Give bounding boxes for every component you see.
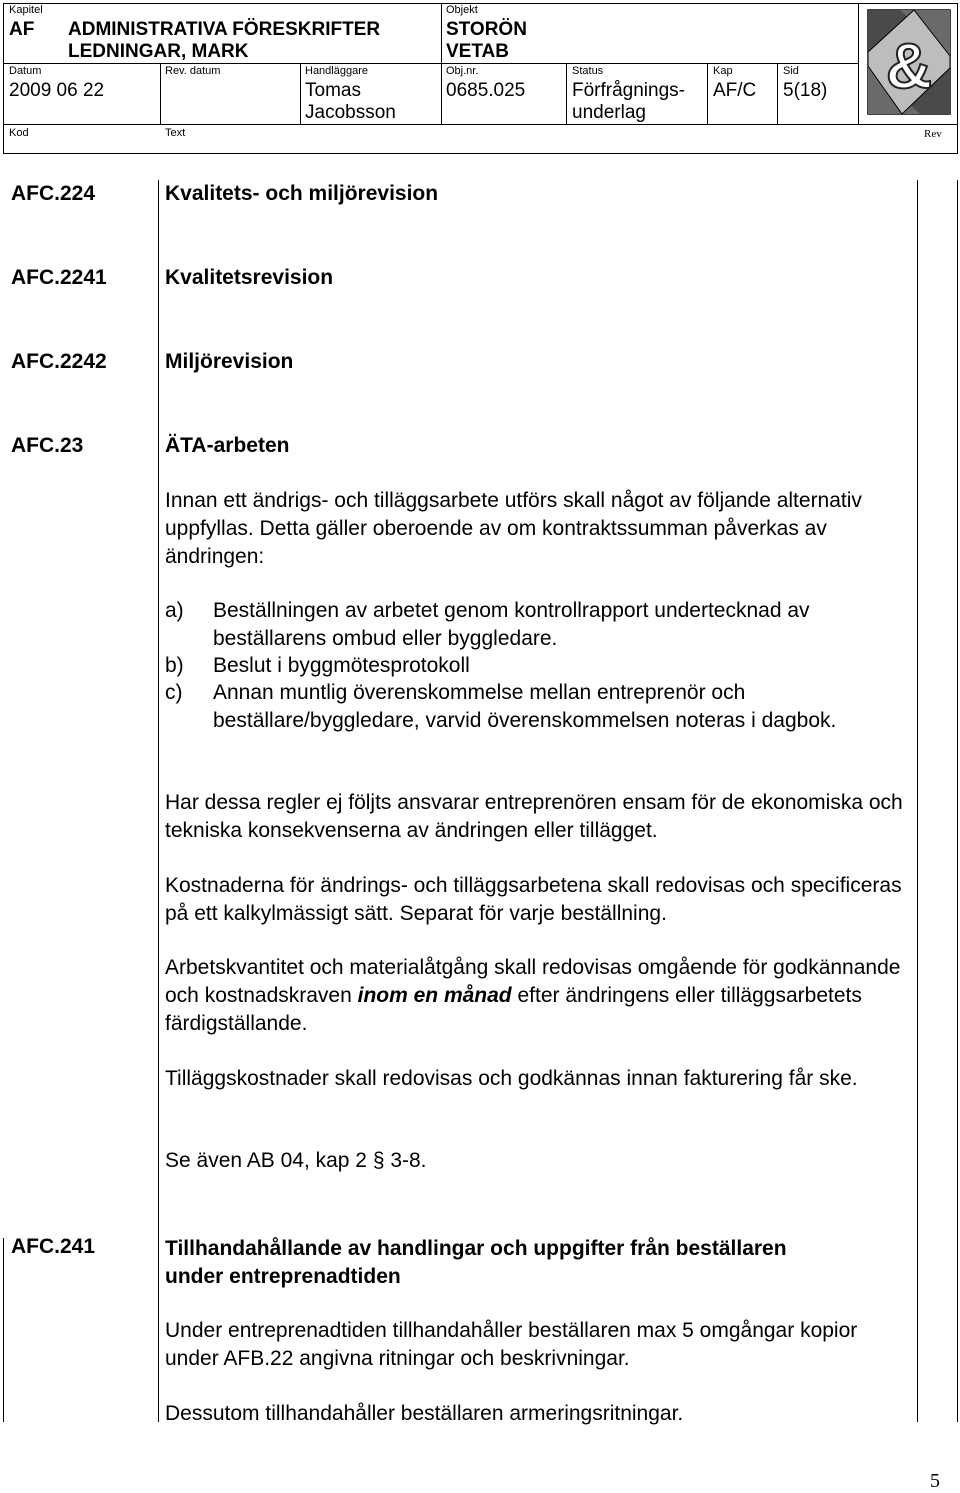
afc23-paragraph-1: Har dessa regler ej följts ansvarar entreprenören ensam för de ekonomiska och tekniska konsekvenserna av ändringen eller tillägget.	[165, 791, 903, 842]
section-title-afc241	[165, 1235, 787, 1291]
afc23-paragraph-4: Tilläggskostnader skall redovisas och godkännas innan fakturering får ske.	[165, 1067, 858, 1090]
datum-label: Datum	[9, 65, 42, 77]
section-title-afc2241: Kvalitetsrevision	[165, 266, 334, 289]
page-number: 5	[930, 1470, 940, 1492]
list-item	[165, 652, 910, 680]
ampersand-logo-icon	[862, 6, 955, 120]
list-item	[165, 597, 910, 653]
logo-symbol: &	[885, 30, 933, 102]
objekt-label: Objekt	[446, 4, 478, 16]
afc241-paragraph-2: Dessutom tillhandahåller beställaren armeringsritningar.	[165, 1402, 684, 1425]
handlaggare-line1: Tomas	[305, 80, 361, 101]
datum-value: 2009 06 22	[9, 80, 105, 101]
section-code-afc224: AFC.224	[11, 182, 96, 205]
document-title-line2: LEDNINGAR, MARK	[68, 41, 249, 62]
afc23-paragraph-5: Se även AB 04, kap 2 § 3-8.	[165, 1149, 427, 1172]
list-marker: b)	[165, 654, 184, 677]
rev-column-line-left	[917, 180, 918, 1422]
afc23-intro: Innan ett ändrigs- och tilläggsarbete utförs skall något av följande alternativ uppfyllas. Detta gäller oberoende av om kontraktssumman påverkas av ändringen:	[165, 489, 862, 568]
section-title-afc23: ÄTA-arbeten	[165, 434, 290, 457]
kapitel-label: Kapitel	[9, 4, 43, 16]
objnr-label: Obj.nr.	[446, 65, 479, 77]
afc23-paragraph-3-emphasis: inom en månad	[357, 984, 512, 1007]
section-code-afc23: AFC.23	[11, 434, 84, 457]
afc241-paragraph-1: Under entreprenadtiden tillhandahåller beställaren max 5 omgångar kopior under AFB.22 angivna ritningar och beskrivningar.	[165, 1319, 858, 1370]
section-code-afc241: AFC.241	[11, 1235, 96, 1258]
handlaggare-line2: Jacobsson	[305, 102, 396, 123]
status-label: Status	[572, 65, 604, 77]
objekt-line1: STORÖN	[446, 19, 527, 40]
afc23-paragraph-3-end: efter ändringens eller tilläggsarbetets färdigställande.	[165, 984, 862, 1035]
handlaggare-label: Handläggare	[305, 65, 368, 77]
kapitel-value: AF	[9, 19, 35, 40]
list-text: Beställningen av arbetet genom kontrollrapport undertecknad av beställarens ombud eller byggledare.	[213, 599, 810, 650]
section-title-afc2242: Miljörevision	[165, 350, 294, 373]
objekt-line2: VETAB	[446, 41, 509, 62]
afc23-paragraph-3-start: Arbetskvantitet och materialåtgång skall redovisas omgående för godkännande och kostnadskraven	[165, 956, 901, 1007]
afc23-paragraph-2: Kostnaderna för ändrings- och tilläggsarbetena skall redovisas och specificeras på ett kalkylmässigt sätt. Separat för varje beställning.	[165, 874, 902, 925]
list-text: Beslut i byggmötesprotokoll	[213, 654, 470, 677]
sid-label: Sid	[783, 65, 799, 77]
status-line2: underlag	[572, 102, 646, 123]
list-marker: c)	[165, 681, 183, 704]
document-title-line1: ADMINISTRATIVA FÖRESKRIFTER	[68, 19, 381, 40]
afc23-paragraph-3	[165, 954, 910, 1038]
list-marker: a)	[165, 599, 184, 622]
kod-label: Kod	[9, 127, 29, 139]
rev-column-line-right	[957, 180, 958, 1422]
section-title-afc241-line2: under entreprenadtiden	[165, 1265, 401, 1288]
text-label: Text	[165, 127, 186, 139]
left-column-line	[3, 1238, 4, 1422]
kap-value: AF/C	[713, 80, 757, 101]
list-item	[165, 679, 910, 763]
kap-label: Kap	[713, 65, 733, 77]
section-title-afc241-line1: Tillhandahållande av handlingar och uppgifter från beställaren	[165, 1237, 787, 1260]
section-code-afc2241: AFC.2241	[11, 266, 107, 289]
section-code-afc2242: AFC.2242	[11, 350, 107, 373]
status-line1: Förfrågnings-	[572, 80, 685, 101]
revdatum-label: Rev. datum	[165, 65, 221, 77]
text-column-line	[158, 180, 159, 1422]
rev-label: Rev	[924, 128, 942, 140]
section-title-afc224: Kvalitets- och miljörevision	[165, 182, 439, 205]
list-text: Annan muntlig överenskommelse mellan entreprenör och beställare/byggledare, varvid överenskommelsen noteras i dagbok.	[213, 681, 837, 732]
objnr-value: 0685.025	[446, 80, 526, 101]
sid-value: 5(18)	[783, 80, 828, 101]
